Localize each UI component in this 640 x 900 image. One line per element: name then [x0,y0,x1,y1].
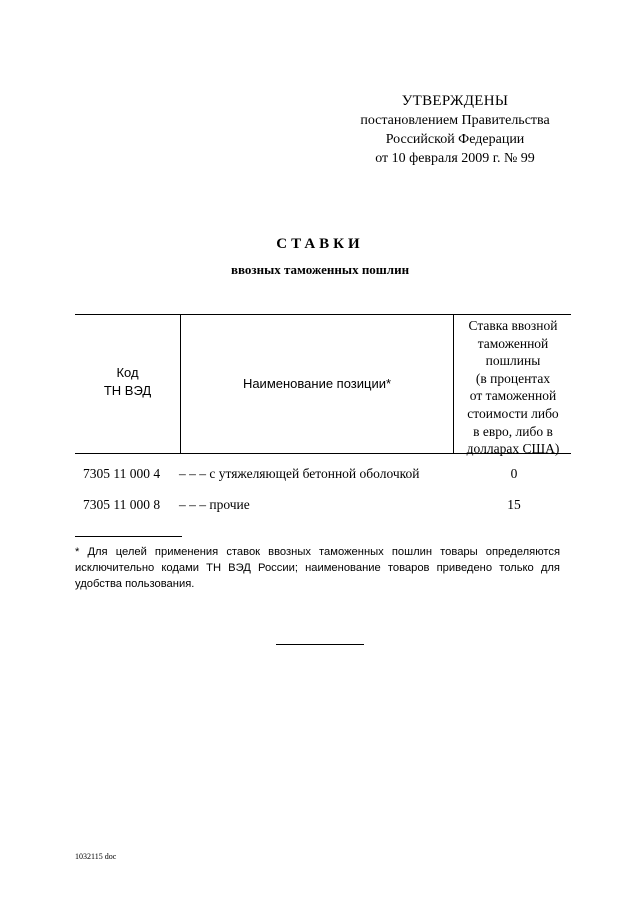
table-row [75,466,571,486]
header-name: Наименование позиции* [242,376,392,391]
document-title: СТАВКИ [276,236,364,252]
table-row [75,497,571,517]
row-rate: 15 [507,497,521,512]
approval-line-2: Российской Федерации [385,132,525,147]
header-rate-line: таможенной [477,335,549,351]
row-code: 7305 11 000 8 [83,497,161,512]
document-id: 1032115 doc [75,852,117,861]
row-code: 7305 11 000 4 [83,466,161,481]
row-name: – – – прочие [179,497,250,512]
header-rate [454,317,572,458]
row-name: – – – с утяжеляющей бетонной оболочкой [179,466,420,481]
end-separator [276,644,364,645]
table-top-border [75,314,571,315]
footnote-separator [75,536,182,537]
approval-line-1: постановлением Правительства [360,113,550,128]
approval-block [330,92,580,168]
header-rate-line: пошлины [485,353,541,369]
header-code-line-2: ТН ВЭД [103,383,152,398]
header-code [75,364,180,400]
header-rate-line: долларах США) [466,441,560,457]
footnote: * Для целей применения ставок ввозных таможенных пошлин товары определяются исключительно кодами ТН ВЭД России; наименование товаров приведено только для удобства пользования. [75,546,560,590]
header-code-line-1: Код [116,365,139,380]
header-rate-line: Ставка ввозной [468,318,558,333]
approval-line-3: от 10 февраля 2009 г. № 99 [375,151,535,166]
row-rate: 0 [510,466,518,481]
header-rate-line: (в процентах [475,370,551,386]
header-rate-line: в евро, либо в [473,423,553,439]
header-rate-line: стоимости либо [467,405,559,421]
header-rate-line: от таможенной [469,388,557,404]
document-subtitle: ввозных таможенных пошлин [230,262,410,277]
approval-heading: УТВЕРЖДЕНЫ [401,93,509,109]
